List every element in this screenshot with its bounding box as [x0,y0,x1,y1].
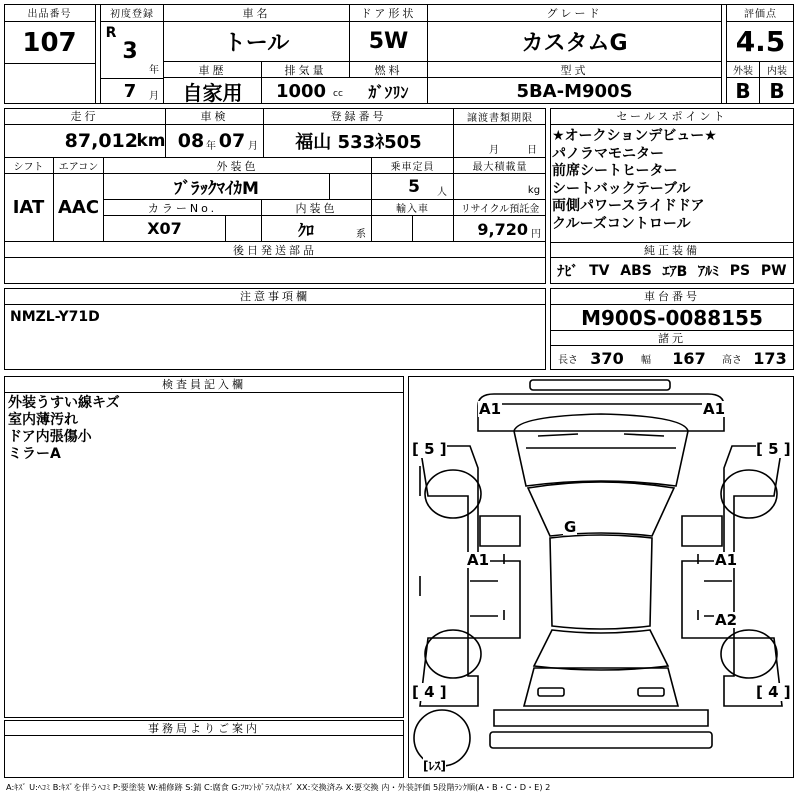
transfer-month: 月 [489,144,499,156]
history-label: 車歴 [164,62,262,78]
equipment-item: ｱﾙﾐ [698,264,720,280]
notes-text: NMZL-Y71D [10,309,100,325]
capacity-unit: 人 [437,186,447,198]
ext-grade-label: 外装 [726,62,760,78]
legend: A:ｷｽﾞ U:ﾍｺﾐ B:ｷｽﾞを伴うﾍｺﾐ P:要塗装 W:補修跡 S:錆 C:腐食 G:ﾌﾛﾝﾄｶﾞﾗｽ点ｷｽﾞ XX:交換済み X:要交換 内・外装評価 5段階ﾗﾝｸ順(A・B・C・D・E) 2 [6,782,551,792]
damage-mark-a1-side-right: A1 [715,551,738,569]
selling-point-item: 前席シートヒーター [552,163,678,179]
import-cell [372,216,454,242]
mileage-cell [4,125,166,158]
ext-color: ﾌﾞﾗｯｸﾏｲｶM [104,174,330,200]
ac: AAC [54,174,104,242]
inspection-label: 車検 [166,108,264,125]
equipment-item: TV [589,263,610,279]
shift-label: シフト [4,158,54,174]
damage-mark-g-windshield: G [564,518,577,536]
equipment-list [552,258,792,284]
inspector-line: ミラーA [8,446,61,462]
insp-month-unit: 月 [248,140,258,152]
inspector-line: 室内薄汚れ [8,412,78,428]
length-label: 長さ [558,354,578,366]
recycle-label: リサイクル預託金 [454,200,546,216]
inspector-line: 外装うすい線キズ [8,395,120,411]
model-label: 型式 [428,62,722,78]
int-color-cell [262,216,372,242]
tire-tread-rear-right: [ 4 ] [756,683,791,701]
damage-mark-a1-front-right: A1 [703,400,726,418]
int-grade: B [769,79,785,103]
int-color-label: 内装色 [262,200,372,216]
reg-year-unit: 年 [149,64,159,76]
int-color-unit: 系 [356,228,366,240]
height: 173 [753,348,787,368]
reg-divider [100,78,164,79]
width: 167 [672,348,706,368]
transfer-cell [454,125,546,158]
import-split [412,216,413,242]
damage-mark-a2-rear-right: A2 [715,611,738,629]
recycle: 9,720 [477,219,528,239]
spare-tire-label: [ﾚｽ] [423,759,446,773]
int-color: ｸﾛ [297,220,314,240]
inspector-line: ドア内張傷小 [8,429,92,445]
reg-month: 7 [123,80,137,102]
insp-year: 08 [177,130,205,152]
equipment-item: ABS [620,263,652,279]
load-label: 最大積載量 [454,158,546,174]
chassis-number: M900S-0088155 [550,305,794,331]
mileage-unit: km [136,131,166,151]
score-label: 評価点 [726,4,794,22]
first-reg-label: 初度登録 [100,4,164,22]
equipment-label: 純正装備 [550,242,794,258]
color-no-label: カラーNo. [104,200,262,216]
door-label: ドア形状 [350,4,428,22]
displacement-label: 排気量 [262,62,350,78]
ext-color-extra [330,174,372,200]
grade: カスタムG [428,22,722,62]
fuel: ｶﾞｿﾘﾝ [350,78,428,104]
notes-label: 注意事項欄 [4,288,546,305]
mileage: 87,012 [64,130,138,152]
color-no: X07 [104,216,226,242]
capacity: 5 [408,177,420,197]
grade-label: グレード [428,4,722,22]
ac-label: エアコン [54,158,104,174]
car-diagram [408,376,794,778]
import-label: 輸入車 [372,200,454,216]
history: 自家用 [164,78,262,104]
damage-mark-a1-side-left: A1 [467,551,490,569]
load-unit: kg [527,184,541,196]
selling-point-item: ★オークションデビュー★ [552,128,717,144]
era-mark: R [105,25,117,41]
lot-empty [4,64,96,104]
mileage-label: 走行 [4,108,166,125]
lot-label: 出品番号 [4,4,96,22]
model: 5BA-M900S [428,78,722,104]
height-label: 高さ [722,354,742,366]
length: 370 [590,348,624,368]
fuel-label: 燃料 [350,62,428,78]
ext-grade: B [726,78,760,104]
score: 4.5 [726,22,794,62]
int-grade-label: 内装 [760,62,794,78]
selling-point-item: パノラマモニター [552,145,664,162]
chassis-label: 車台番号 [550,288,794,305]
door-type: 5W [350,22,428,62]
transfer-label: 譲渡書類期限 [454,108,546,125]
selling-points-list [552,128,792,240]
recycle-cell [454,216,546,242]
shift: IAT [4,174,54,242]
selling-point-item: クルーズコントロール [552,215,691,232]
color-no-extra [226,216,262,242]
lot-number: 107 [4,22,96,64]
car-name-label: 車名 [164,4,350,22]
reg-year: 3 [122,38,138,64]
plate: 福山 533ﾈ505 [264,125,454,158]
plate-label: 登録番号 [264,108,454,125]
dims-label: 諸元 [550,331,794,346]
tire-tread-rear-left: [ 4 ] [412,683,447,701]
equipment-item: PS [729,263,751,279]
inspection-cell [166,125,264,158]
recycle-unit: 円 [531,228,541,240]
equipment-item: PW [760,263,787,279]
capacity-cell [372,174,454,200]
equipment-item: ﾅﾋﾞ [557,264,579,280]
selling-point-item: 両側パワースライドドア [552,198,705,214]
tire-tread-front-left: [ 5 ] [412,440,447,458]
width-label: 幅 [641,354,651,366]
capacity-label: 乗車定員 [372,158,454,174]
inspector-label: 検査員記入欄 [4,376,404,393]
tire-tread-front-right: [ 5 ] [756,440,791,458]
car-name: トール [164,22,350,62]
transfer-day: 日 [527,144,537,156]
later-parts-label: 後日発送部品 [4,242,546,258]
selling-points-label: セールスポイント [550,108,794,125]
insp-year-unit: 年 [206,140,216,152]
insp-month: 07 [218,130,246,152]
inspector-notes [8,395,398,475]
displacement-unit: cc [333,89,343,99]
ext-color-label: 外装色 [104,158,372,174]
displacement: 1000 [275,80,327,102]
office-label: 事務局よりご案内 [4,720,404,736]
reg-month-unit: 月 [149,90,159,102]
equipment-item: ｴｱB [662,264,688,280]
load-cell [454,174,546,200]
selling-point-item: シートバックテーブル [552,180,691,197]
damage-mark-a1-front-left: A1 [479,400,502,418]
